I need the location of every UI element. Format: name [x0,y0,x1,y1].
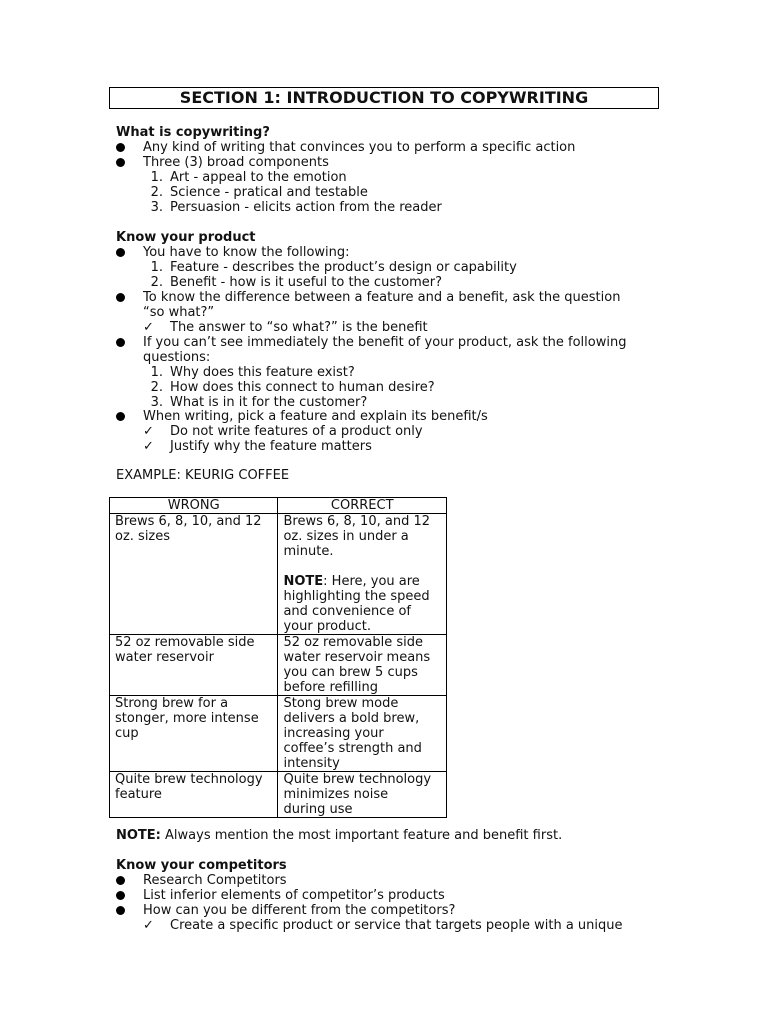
list-number: 2. [150,185,163,200]
cell-text: Quite brew technology minimizes noise during use [283,772,432,817]
cell-note [283,574,441,634]
table-row [110,696,447,772]
list-item: Art - appeal to the emotion [170,170,347,185]
list-number: 3. [150,200,163,215]
list-item-continued: “so what?” [143,305,215,320]
cell-text: Quite brew technology feature [115,772,263,802]
list-number: 1. [150,170,163,185]
list-item: Persuasion - elicits action from the reader [170,200,442,215]
check-item: Create a specific product or service that targets people with a unique [170,918,623,933]
list-item: Benefit - how is it useful to the customer? [170,275,443,290]
table-cell [278,696,447,772]
check-item: Do not write features of a product only [170,424,423,439]
checkmark-icon: ✓ [143,439,154,454]
list-item: To know the difference between a feature and a benefit, ask the question [143,290,621,305]
table-cell [278,514,447,635]
note-text: Always mention the most important feature and benefit first. [160,828,563,843]
table-row [110,514,447,635]
bullet-icon [116,888,126,903]
list-item: How does this connect to human desire? [170,380,435,395]
list-number: 1. [150,260,163,275]
heading-what-is-copywriting: What is copywriting? [116,125,270,140]
heading-know-your-competitors: Know your competitors [116,858,287,873]
table-row [110,772,447,818]
section-title: SECTION 1: INTRODUCTION TO COPYWRITING [109,87,659,109]
list-item: You have to know the following: [143,245,350,260]
cell-text: Brews 6, 8, 10, and 12 oz. sizes in under a minute. [283,514,430,559]
list-number: 1. [150,365,163,380]
example-table [109,497,447,818]
note-label: NOTE [283,574,324,589]
bullet-icon [116,903,126,918]
table-cell [110,514,278,635]
list-number: 2. [150,380,163,395]
cell-text: Brews 6, 8, 10, and 12 oz. sizes [115,514,262,544]
list-item: Feature - describes the product’s design or capability [170,260,517,275]
list-item: What is in it for the customer? [170,395,368,410]
table-cell [110,696,278,772]
table-row [110,635,447,696]
bullet-icon [116,409,126,424]
checkmark-icon: ✓ [143,320,154,335]
table-cell [110,635,278,696]
note-label: NOTE: [116,828,161,843]
list-item: Why does this feature exist? [170,365,355,380]
check-item: The answer to “so what?” is the benefit [170,320,428,335]
cell-text: Stong brew mode delivers a bold brew, increasing your coffee’s strength and intensity [283,696,422,771]
bullet-icon [116,335,126,350]
list-item: If you can’t see immediately the benefit of your product, ask the following [143,335,627,350]
bullet-icon [116,245,126,260]
checkmark-icon: ✓ [143,424,154,439]
note-text: : Here, you are highlighting the speed and convenience of your product. [283,574,430,634]
list-item: List inferior elements of competitor’s products [143,888,445,903]
note-line [116,828,562,843]
list-number: 2. [150,275,163,290]
table-cell [110,772,278,818]
cell-text: 52 oz removable side water reservoir [115,635,255,665]
heading-know-your-product: Know your product [116,230,256,245]
list-item-continued: questions: [143,350,211,365]
cell-text: Strong brew for a stonger, more intense cup [115,696,259,741]
list-number: 3. [150,395,163,410]
column-header-correct: CORRECT [278,498,447,514]
column-header-wrong: WRONG [110,498,278,514]
list-item: Research Competitors [143,873,287,888]
bullet-icon [116,873,126,888]
bullet-icon [116,140,126,155]
list-item: When writing, pick a feature and explain its benefit/s [143,409,488,424]
bullet-icon [116,290,126,305]
table-cell [278,635,447,696]
list-item: Science - pratical and testable [170,185,368,200]
example-label: EXAMPLE: KEURIG COFFEE [116,468,290,483]
checkmark-icon: ✓ [143,918,154,933]
list-item: Three (3) broad components [143,155,329,170]
list-item: Any kind of writing that convinces you to perform a specific action [143,140,576,155]
table-header-row [110,498,447,514]
bullet-icon [116,155,126,170]
table-cell [278,772,447,818]
list-item: How can you be different from the competitors? [143,903,456,918]
check-item: Justify why the feature matters [170,439,372,454]
cell-text: 52 oz removable side water reservoir means you can brew 5 cups before refilling [283,635,431,695]
